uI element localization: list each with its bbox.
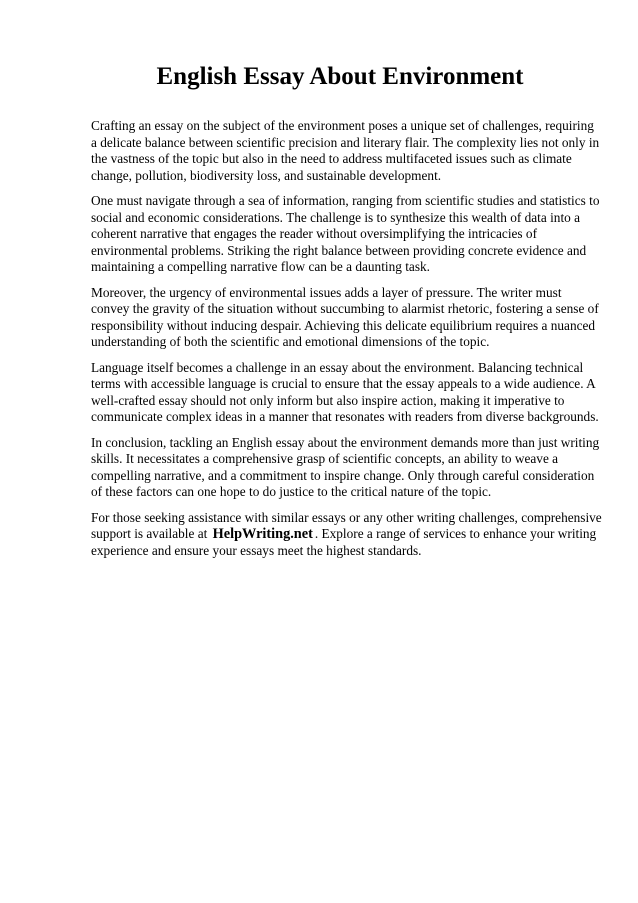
essay-body [91,118,603,568]
paragraph-2: One must navigate through a sea of information, ranging from scientific studies and statistics to social and economic considerations. The challenge is to synthesize this wealth of data into a coherent narrative that engages the reader without oversimplifying the intricacies of environmental problems. Striking the right balance between providing concrete evidence and maintaining a compelling narrative flow can be a daunting task. [91,193,600,274]
paragraph-1: Crafting an essay on the subject of the environment poses a unique set of challenges, requiring a delicate balance between scientific precision and literary flair. The complexity lies not only in the vastness of the topic but also in the need to address multifaceted issues such as climate change, pollution, biodiversity loss, and sustainable development. [91,118,600,183]
helpwriting-link[interactable]: HelpWriting.net [212,526,313,542]
paragraph-4: Language itself becomes a challenge in an essay about the environment. Balancing technical terms with accessible language is crucial to ensure that the essay appeals to a wide audience. A well-crafted essay should not only inform but also inspire action, making it imperative to communicate complex ideas in a manner that resonates with readers from diverse backgrounds. [91,359,599,424]
paragraph-3: Moreover, the urgency of environmental issues adds a layer of pressure. The writer must convey the gravity of the situation without succumbing to alarmist rhetoric, fostering a sense of responsibility without inducing despair. Achieving this delicate equilibrium requires a nuanced understanding of both the scientific and emotional dimensions of the topic. [91,284,599,349]
closing-text-before-link: For those seeking assistance with similar essays or any other writing challenges, comprehensive support is available at [91,509,602,541]
paragraph-5: In conclusion, tackling an English essay about the environment demands more than just writing skills. It necessitates a comprehensive grasp of scientific concepts, an ability to weave a compelling narrative, and a commitment to inspire change. Only through careful consideration of these factors can one hope to do justice to the critical nature of the topic. [91,434,600,499]
page-title: English Essay About Environment [156,63,524,90]
closing-paragraph [91,510,603,560]
closing-text-after-link: . Explore a range of services to enhance your writing experience and ensure your essays meet the highest standards. [91,526,597,558]
